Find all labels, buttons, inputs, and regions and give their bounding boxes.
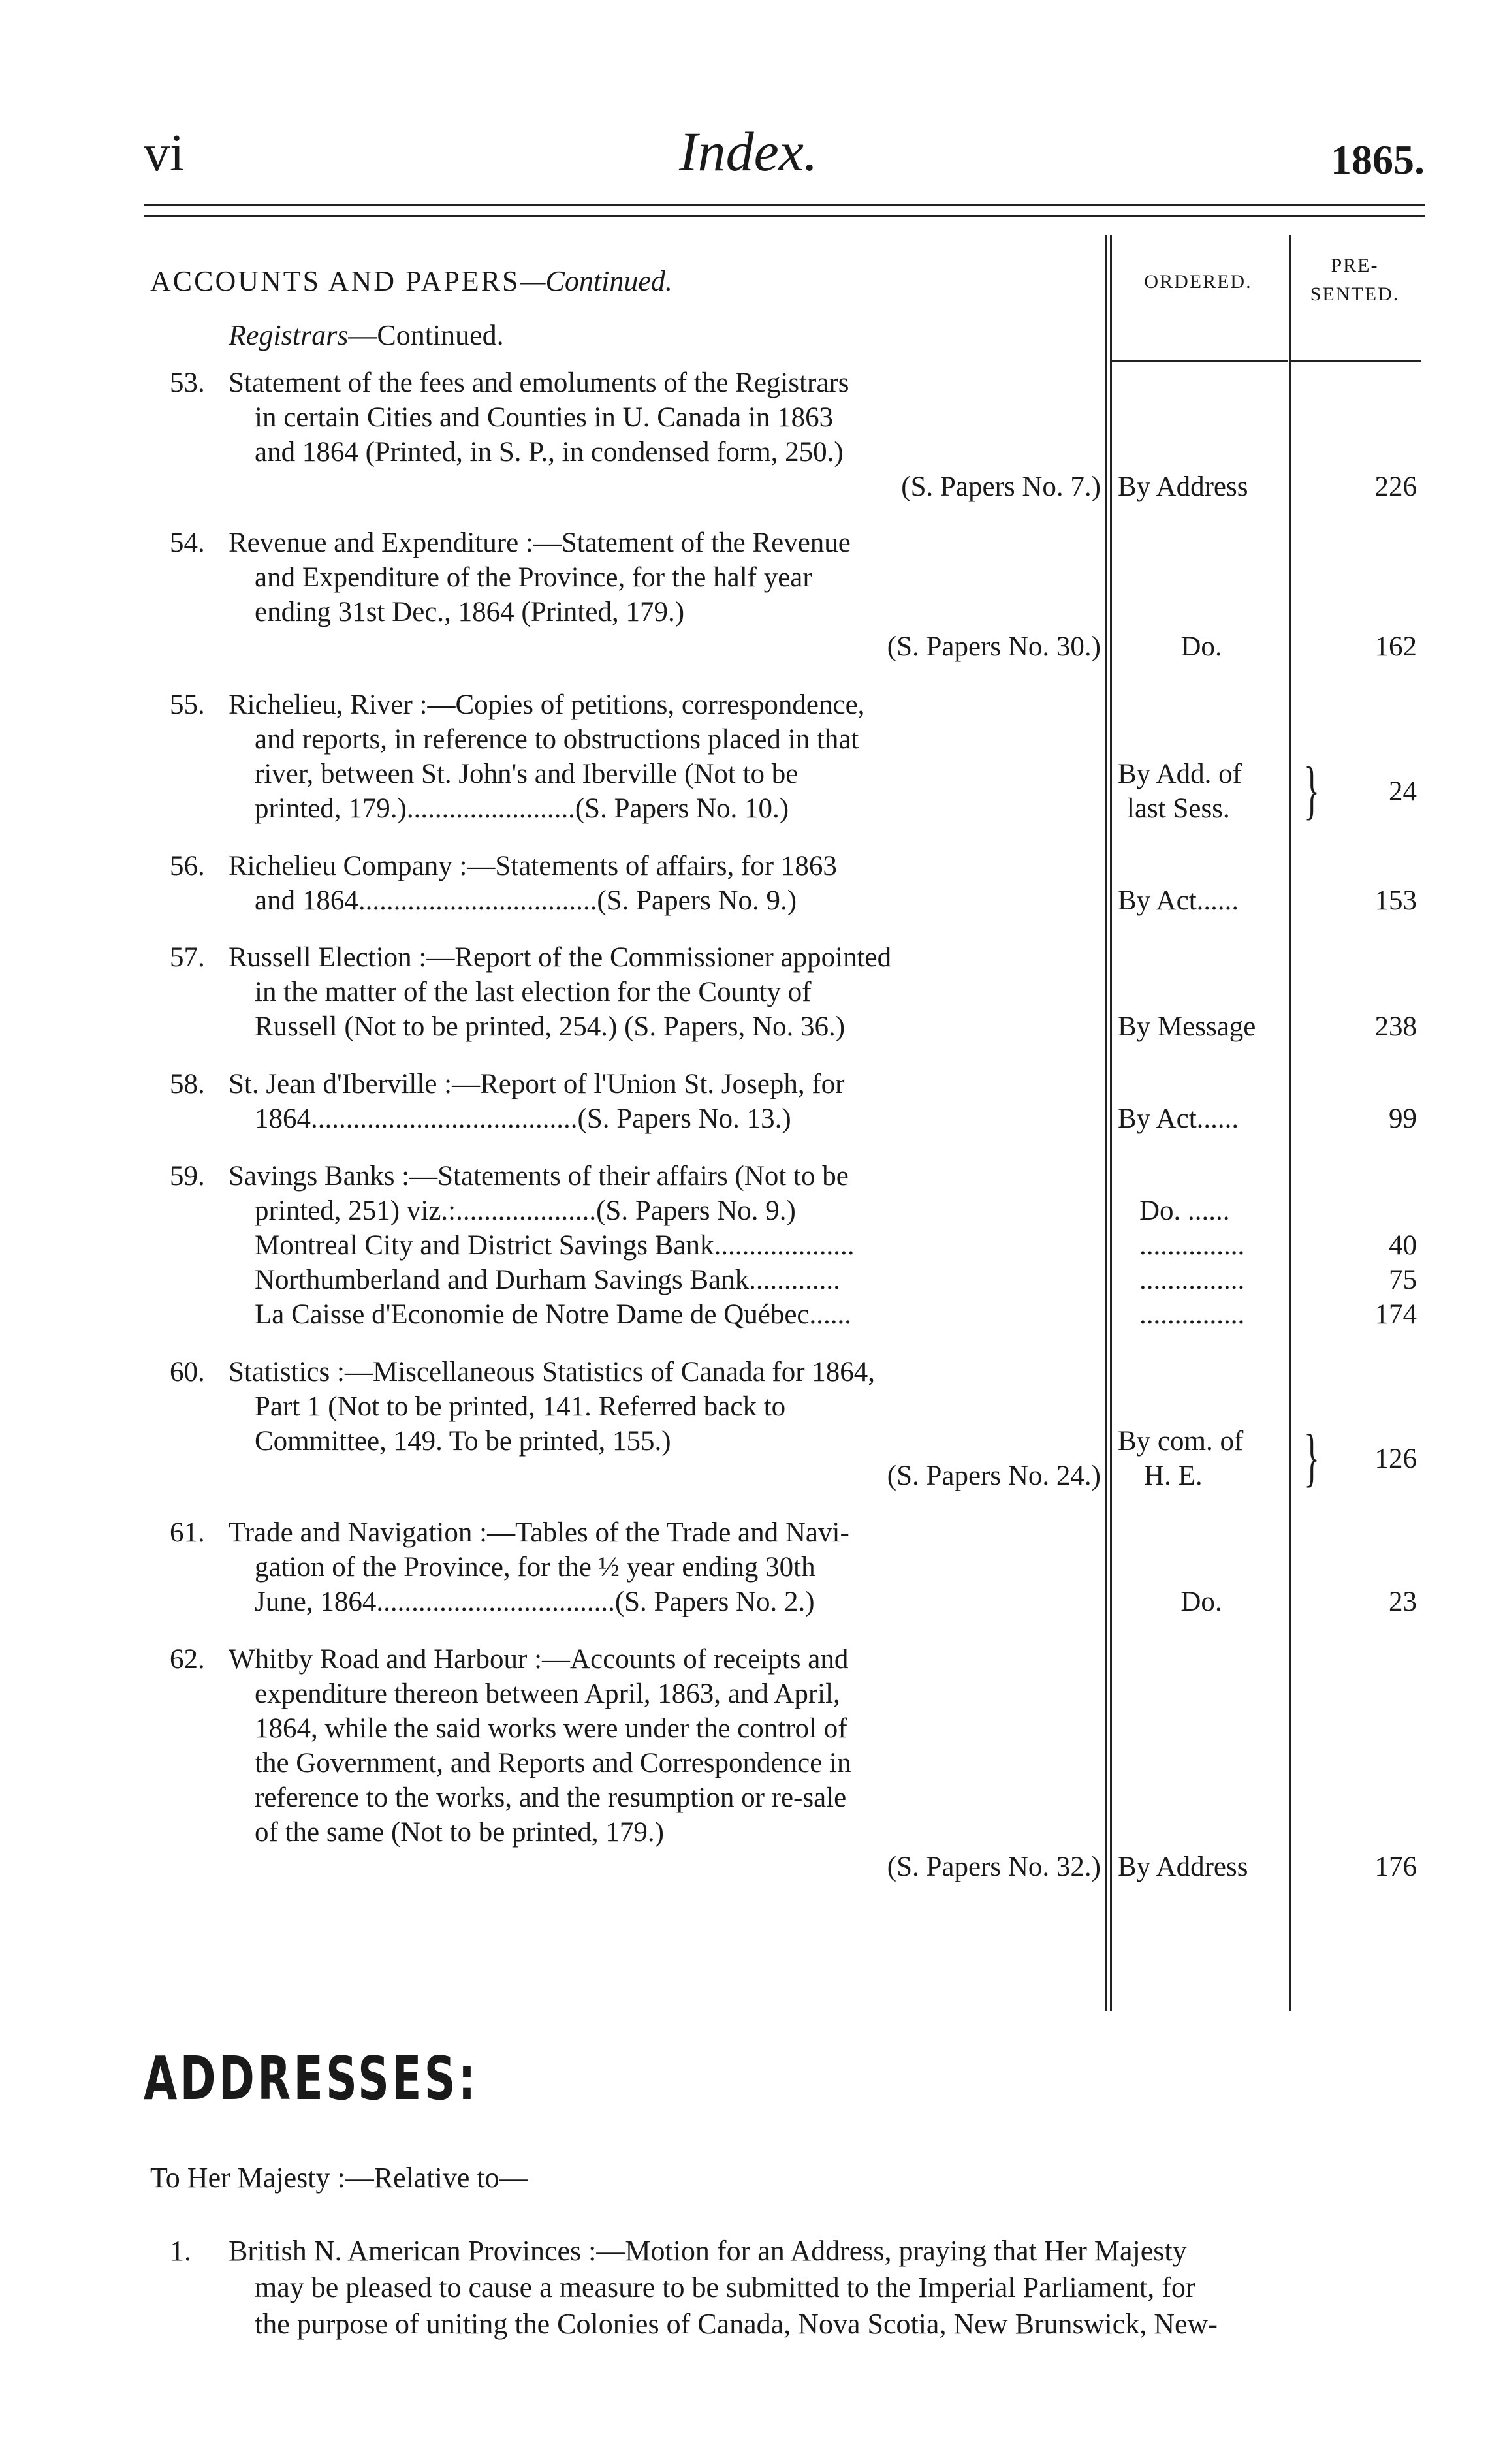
entry-line: Revenue and Expenditure :—Statement of the Revenue [229, 528, 851, 558]
column-header-ordered: ORDERED. [1144, 271, 1252, 292]
header-rule-top [144, 204, 1425, 206]
entry-line: expenditure thereon between April, 1863, and April, [255, 1679, 840, 1709]
entry-line: Part 1 (Not to be printed, 141. Referred back to [255, 1391, 786, 1422]
to-her-majesty: To Her Majesty :—Relative to— [150, 2162, 528, 2194]
presented-54: 162 [1374, 631, 1417, 662]
entry-line: Committee, 149. To be printed, 155.) [255, 1426, 671, 1457]
subheading-italic: Registrars [229, 319, 349, 351]
entry-line: gation of the Province, for the ½ year ending 30th [255, 1552, 815, 1583]
ordered-56: By Act...... [1118, 885, 1239, 916]
entry-line: Statistics :—Miscellaneous Statistics of Canada for 1864, [229, 1357, 876, 1387]
entry-58 [170, 1067, 1103, 1136]
ordered-59-line2: ............... [1139, 1230, 1245, 1261]
page-year: 1865. [1331, 136, 1425, 183]
subheading [229, 319, 504, 352]
ordered-62: By Address [1118, 1852, 1248, 1882]
presented-62: 176 [1374, 1852, 1417, 1882]
brace-55: } [1304, 753, 1320, 826]
entry-55 [170, 687, 1103, 826]
entry-line: the purpose of uniting the Colonies of Canada, Nova Scotia, New Brunswick, New- [255, 2308, 1218, 2340]
entry-line: June, 1864..................................(S. Papers No. 2.) [255, 1587, 815, 1617]
addresses-heading: ADDRESSES: [144, 2044, 479, 2113]
entry-line: (S. Papers No. 32.) [887, 1852, 1101, 1882]
entry-line: British N. American Provinces :—Motion for an Address, praying that Her Majesty [229, 2235, 1187, 2267]
column-header-presented-line1: PRE- [1331, 255, 1379, 276]
entry-number: 55. [170, 689, 205, 720]
ordered-61: Do. [1180, 1587, 1222, 1617]
entry-line: Northumberland and Durham Savings Bank............. [255, 1265, 840, 1295]
entry-line: of the same (Not to be printed, 179.) [255, 1817, 664, 1848]
entry-line: in the matter of the last election for the County of [255, 977, 812, 1007]
ordered-57: By Message [1118, 1011, 1256, 1042]
entry-number: 1. [170, 2235, 191, 2267]
ordered-55 [1118, 757, 1294, 826]
entry-number: 53. [170, 368, 205, 398]
header-rule-bottom [144, 215, 1425, 217]
entry-line: (S. Papers No. 7.) [901, 471, 1101, 502]
entry-line: may be pleased to cause a measure to be submitted to the Imperial Parliament, for [255, 2271, 1195, 2303]
entry-line: and Expenditure of the Province, for the half year [255, 562, 812, 593]
column-header-presented-line2: SENTED. [1310, 283, 1400, 305]
entry-56 [170, 849, 1103, 918]
entry-number: 62. [170, 1644, 205, 1675]
ordered-58: By Act...... [1118, 1103, 1239, 1134]
entry-line: Richelieu Company :—Statements of affairs, for 1863 [229, 851, 837, 881]
entry-line: La Caisse d'Economie de Notre Dame de Québec...... [255, 1299, 852, 1330]
entry-line: in certain Cities and Counties in U. Canada in 1863 [255, 402, 834, 433]
entry-number: 57. [170, 942, 205, 973]
entry-line: Trade and Navigation :—Tables of the Trade and Navi- [229, 1517, 849, 1548]
ordered-55-line2: last Sess. [1127, 793, 1230, 824]
entry-line: Richelieu, River :—Copies of petitions, correspondence, [229, 689, 865, 720]
entry-line: ending 31st Dec., 1864 (Printed, 179.) [255, 597, 685, 627]
entry-line: printed, 179.)........................(S. Papers No. 10.) [255, 793, 789, 824]
section-title [150, 264, 672, 298]
entry-line: (S. Papers No. 30.) [887, 631, 1101, 662]
presented-59-caisse: 174 [1374, 1299, 1417, 1330]
entry-54 [170, 526, 1103, 664]
ordered-54: Do. [1180, 631, 1222, 662]
subheading-rest: —Continued. [348, 319, 504, 351]
entry-line: printed, 251) viz.:....................(S. Papers No. 9.) [255, 1195, 796, 1226]
entry-line: Russell (Not to be printed, 254.) (S. Papers, No. 36.) [255, 1011, 846, 1042]
ordered-55-line1: By Add. of [1118, 759, 1242, 789]
entry-line: 1864......................................(S. Papers No. 13.) [255, 1103, 791, 1134]
presented-53: 226 [1374, 471, 1417, 502]
entry-57 [170, 940, 1103, 1044]
entry-line: river, between St. John's and Iberville (Not to be [255, 759, 799, 789]
ordered-59-line4: ............... [1139, 1299, 1245, 1330]
entry-53 [170, 366, 1103, 504]
entry-line: Whitby Road and Harbour :—Accounts of receipts and [229, 1644, 849, 1675]
entry-line: Statement of the fees and emoluments of the Registrars [229, 368, 849, 398]
page-number: vi [144, 125, 185, 182]
entry-60 [170, 1355, 1103, 1493]
presented-59-northumberland: 75 [1389, 1265, 1417, 1295]
entry-number: 54. [170, 528, 205, 558]
entry-line: 1864, while the said works were under the control of [255, 1713, 847, 1744]
entry-line: St. Jean d'Iberville :—Report of l'Union St. Joseph, for [229, 1069, 845, 1099]
entry-number: 59. [170, 1161, 205, 1192]
entry-line: Savings Banks :—Statements of their affairs (Not to be [229, 1161, 849, 1192]
entry-line: Russell Election :—Report of the Commissioner appointed [229, 942, 892, 973]
column-header-rule-ordered [1111, 360, 1288, 362]
ordered-59-line1: Do. ...... [1139, 1195, 1230, 1226]
column-header-presented [1293, 251, 1417, 309]
presented-58: 99 [1389, 1103, 1417, 1134]
presented-61: 23 [1389, 1587, 1417, 1617]
ordered-60-line2: H. E. [1144, 1461, 1203, 1491]
presented-56: 153 [1374, 885, 1417, 916]
presented-60: 126 [1374, 1444, 1417, 1474]
section-title-text: ACCOUNTS AND PAPERS [150, 265, 520, 297]
section-continued: —Continued. [520, 265, 672, 297]
entry-59 [170, 1159, 1103, 1332]
entry-line: and 1864 (Printed, in S. P., in condensed form, 250.) [255, 437, 844, 467]
ordered-53: By Address [1118, 471, 1248, 502]
brace-60: } [1304, 1421, 1320, 1493]
entry-number: 60. [170, 1357, 205, 1387]
page-title: Index. [679, 120, 818, 183]
entry-62 [170, 1642, 1103, 1884]
presented-57: 238 [1374, 1011, 1417, 1042]
ordered-60-line1: By com. of [1118, 1426, 1244, 1457]
presented-55: 24 [1389, 776, 1417, 807]
entry-number: 58. [170, 1069, 205, 1099]
address-entry-1 [170, 2233, 1423, 2343]
column-header-rule-presented [1291, 360, 1421, 362]
ordered-60 [1118, 1424, 1294, 1493]
entry-61 [170, 1515, 1103, 1619]
entry-line: Montreal City and District Savings Bank.................... [255, 1230, 855, 1261]
entry-line: reference to the works, and the resumption or re-sale [255, 1782, 847, 1813]
entry-line: and 1864..................................(S. Papers No. 9.) [255, 885, 797, 916]
column-divider-1b [1110, 235, 1112, 2011]
ordered-59-line3: ............... [1139, 1265, 1245, 1295]
entry-line: the Government, and Reports and Correspondence in [255, 1748, 851, 1778]
presented-59-montreal: 40 [1389, 1230, 1417, 1261]
entry-line: (S. Papers No. 24.) [887, 1461, 1101, 1491]
column-divider-1 [1105, 235, 1107, 2011]
entry-number: 56. [170, 851, 205, 881]
ordered-59 [1139, 1193, 1316, 1332]
entry-number: 61. [170, 1517, 205, 1548]
entry-line: and reports, in reference to obstructions placed in that [255, 724, 859, 755]
